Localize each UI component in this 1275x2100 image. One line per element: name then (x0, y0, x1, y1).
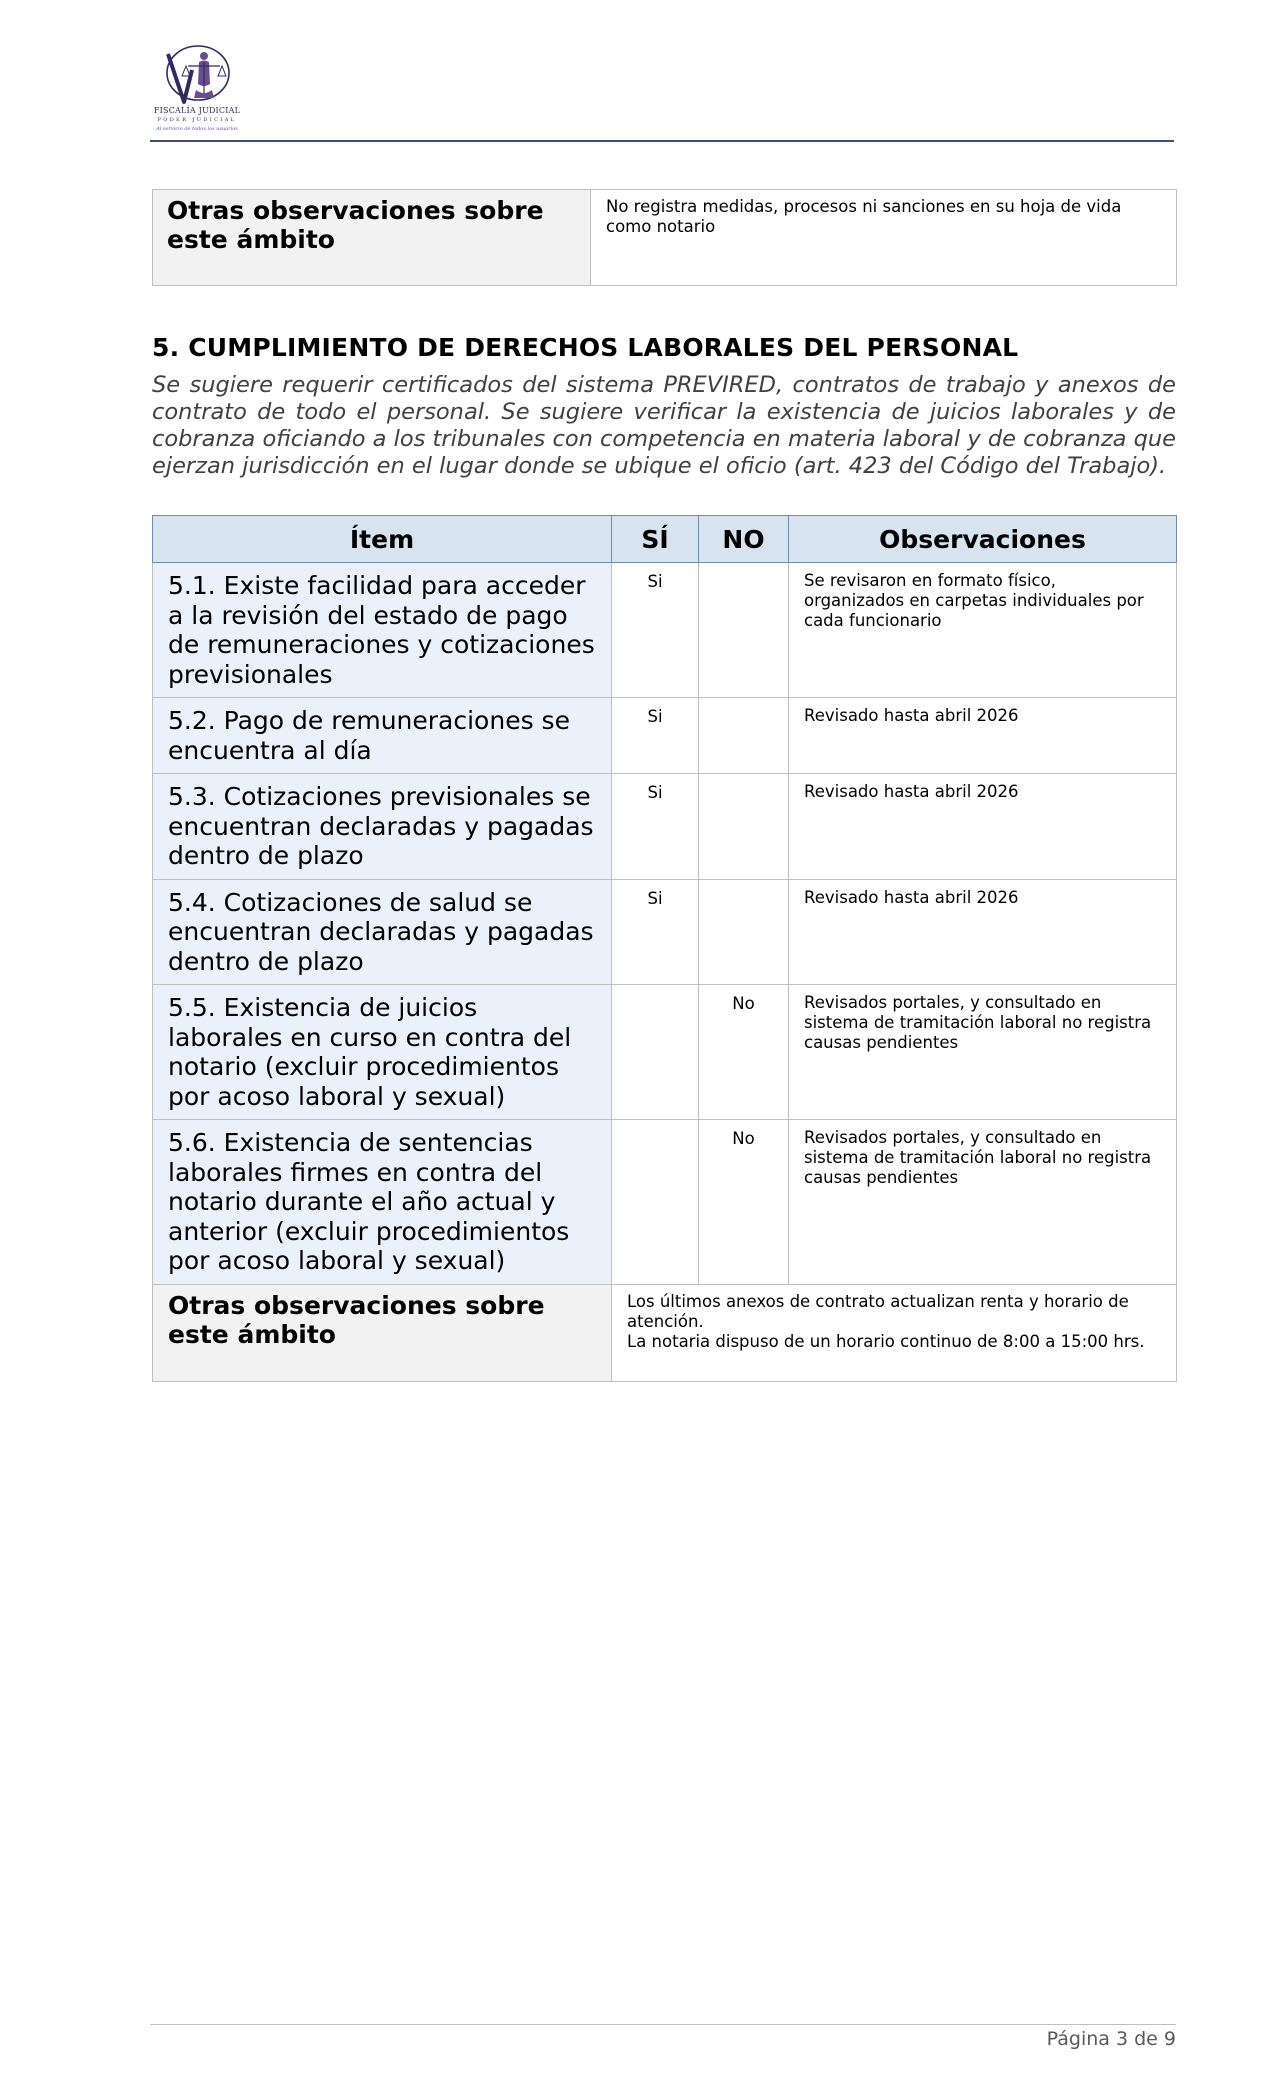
other-observations-line2: La notaria dispuso de un horario continuo de 8:00 a 15:00 hrs. (627, 1331, 1145, 1351)
observation-cell: Revisado hasta abril 2026 (789, 879, 1177, 985)
table-header-row (153, 516, 1177, 563)
header-si: SÍ (612, 516, 699, 563)
observation-cell: Revisado hasta abril 2026 (789, 774, 1177, 880)
si-cell: Si (612, 879, 699, 985)
table-row (153, 879, 1177, 985)
section-intro: Se sugiere requerir certificados del sistema PREVIRED, contratos de trabajo y anexos de contrato de todo el personal. Se sugiere verificar la existencia de juicios laborales y de cobranza oficiando a los tribunales con competencia en materia laboral y de cobranza que ejerzan jurisdicción en el lugar donde se ubique el oficio (art. 423 del Código del Trabajo). (152, 372, 1176, 479)
logo-line1: FISCALÍA JUDICIAL (153, 106, 241, 115)
labor-rights-table (152, 515, 1177, 1382)
table-row (153, 563, 1177, 698)
si-cell (612, 985, 699, 1120)
item-cell: 5.4. Cotizaciones de salud se encuentran declaradas y pagadas dentro de plazo (153, 879, 612, 985)
observations-value: No registra medidas, procesos ni sanciones en su hoja de vida como notario (591, 190, 1177, 286)
other-observations-label: Otras observaciones sobre este ámbito (153, 1284, 612, 1381)
table-row (153, 190, 1177, 286)
table-row (153, 985, 1177, 1120)
footer-divider (150, 2024, 1176, 2025)
no-cell (699, 563, 789, 698)
header-divider (150, 140, 1174, 142)
observations-label: Otras observaciones sobre este ámbito (153, 190, 591, 286)
observation-cell: Revisados portales, y consultado en sistema de tramitación laboral no registra causas pendientes (789, 1120, 1177, 1285)
other-observations-value (612, 1284, 1177, 1381)
header-item: Ítem (153, 516, 612, 563)
header-observaciones: Observaciones (789, 516, 1177, 563)
si-cell (612, 1120, 699, 1285)
no-cell (699, 774, 789, 880)
observation-cell: Se revisaron en formato físico, organizados en carpetas individuales por cada funcionario (789, 563, 1177, 698)
table-row (153, 774, 1177, 880)
table-row-other-observations (153, 1284, 1177, 1381)
other-observations-line1: Los últimos anexos de contrato actualizan renta y horario de atención. (627, 1291, 1129, 1331)
previous-section-observations-table (152, 189, 1177, 286)
logo-line2: PODER JUDICIAL (157, 117, 237, 123)
item-cell: 5.1. Existe facilidad para acceder a la revisión del estado de pago de remuneraciones y cotizaciones previsionales (153, 563, 612, 698)
item-cell: 5.5. Existencia de juicios laborales en curso en contra del notario (excluir procedimientos por acoso laboral y sexual) (153, 985, 612, 1120)
no-cell: No (699, 1120, 789, 1285)
si-cell: Si (612, 563, 699, 698)
si-cell: Si (612, 698, 699, 774)
no-cell: No (699, 985, 789, 1120)
observation-cell: Revisado hasta abril 2026 (789, 698, 1177, 774)
page-number: Página 3 de 9 (1046, 2028, 1176, 2050)
no-cell (699, 698, 789, 774)
table-row (153, 698, 1177, 774)
section-title: 5. CUMPLIMIENTO DE DERECHOS LABORALES DEL PERSONAL (152, 333, 1019, 362)
table-row (153, 1120, 1177, 1285)
observation-cell: Revisados portales, y consultado en sistema de tramitación laboral no registra causas pendientes (789, 985, 1177, 1120)
si-cell: Si (612, 774, 699, 880)
header-no: NO (699, 516, 789, 563)
item-cell: 5.6. Existencia de sentencias laborales firmes en contra del notario durante el año actual y anterior (excluir procedimientos por acoso laboral y sexual) (153, 1120, 612, 1285)
item-cell: 5.2. Pago de remuneraciones se encuentra al día (153, 698, 612, 774)
logo-line3: Al servicio de todos los usuarios (156, 126, 238, 132)
justice-emblem-icon (152, 40, 242, 106)
fiscalia-judicial-logo (152, 40, 242, 140)
no-cell (699, 879, 789, 985)
item-cell: 5.3. Cotizaciones previsionales se encuentran declaradas y pagadas dentro de plazo (153, 774, 612, 880)
